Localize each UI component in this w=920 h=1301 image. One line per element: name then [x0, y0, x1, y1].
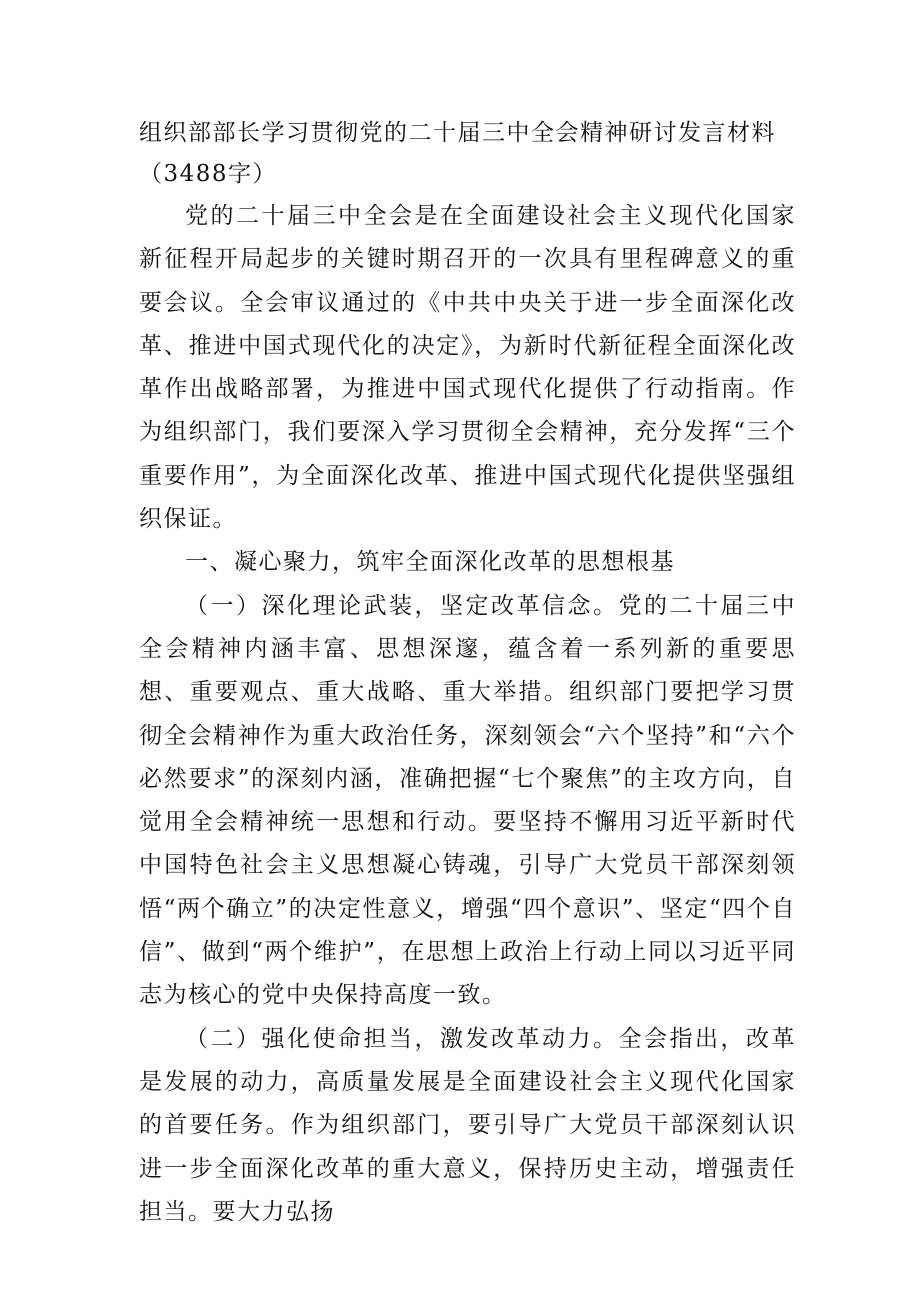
document-title: 组织部部长学习贯彻党的二十届三中全会精神研讨发言材料（3488字） — [139, 120, 776, 187]
section-heading-1: 一、凝心聚力，筑牢全面深化改革的思想根基 — [185, 549, 675, 576]
intro-paragraph: 党的二十届三中全会是在全面建设社会主义现代化国家新征程开局起步的关键时期召开的一次具有里程碑意义的重要会议。全会审议通过的《中共中央关于进一步全面深化改革、推进中国式现代化的决定》，为新时代新征程全面深化改革作出战略部署，为推进中国式现代化提供了行动指南。作为组织部门，我们要深入学习贯彻全会精神，充分发挥“三个重要作用”，为全面深化改革、推进中国式现代化提供坚强组织保证。 — [139, 203, 796, 533]
paragraph-1-1: （一）深化理论武装，坚定改革信念。党的二十届三中全会精神内涵丰富、思想深邃，蕴含着一系列新的重要思想、重要观点、重大战略、重大举措。组织部门要把学习贯彻全会精神作为重大政治任务，深刻领会“六个坚持”和“六个必然要求”的深刻内涵，准确把握“七个聚焦”的主攻方向，自觉用全会精神统一思想和行动。要坚持不懈用习近平新时代中国特色社会主义思想凝心铸魂，引导广大党员干部深刻领悟“两个确立”的决定性意义，增强“四个意识”、坚定“四个自信”、做到“两个维护”，在思想上政治上行动上同以习近平同志为核心的党中央保持高度一致。 — [139, 592, 796, 1009]
paragraph-1-2: （二）强化使命担当，激发改革动力。全会指出，改革是发展的动力，高质量发展是全面建设社会主义现代化国家的首要任务。作为组织部门，要引导广大党员干部深刻认识进一步全面深化改革的重大意义，保持历史主动，增强责任担当。要大力弘扬 — [139, 1025, 796, 1225]
